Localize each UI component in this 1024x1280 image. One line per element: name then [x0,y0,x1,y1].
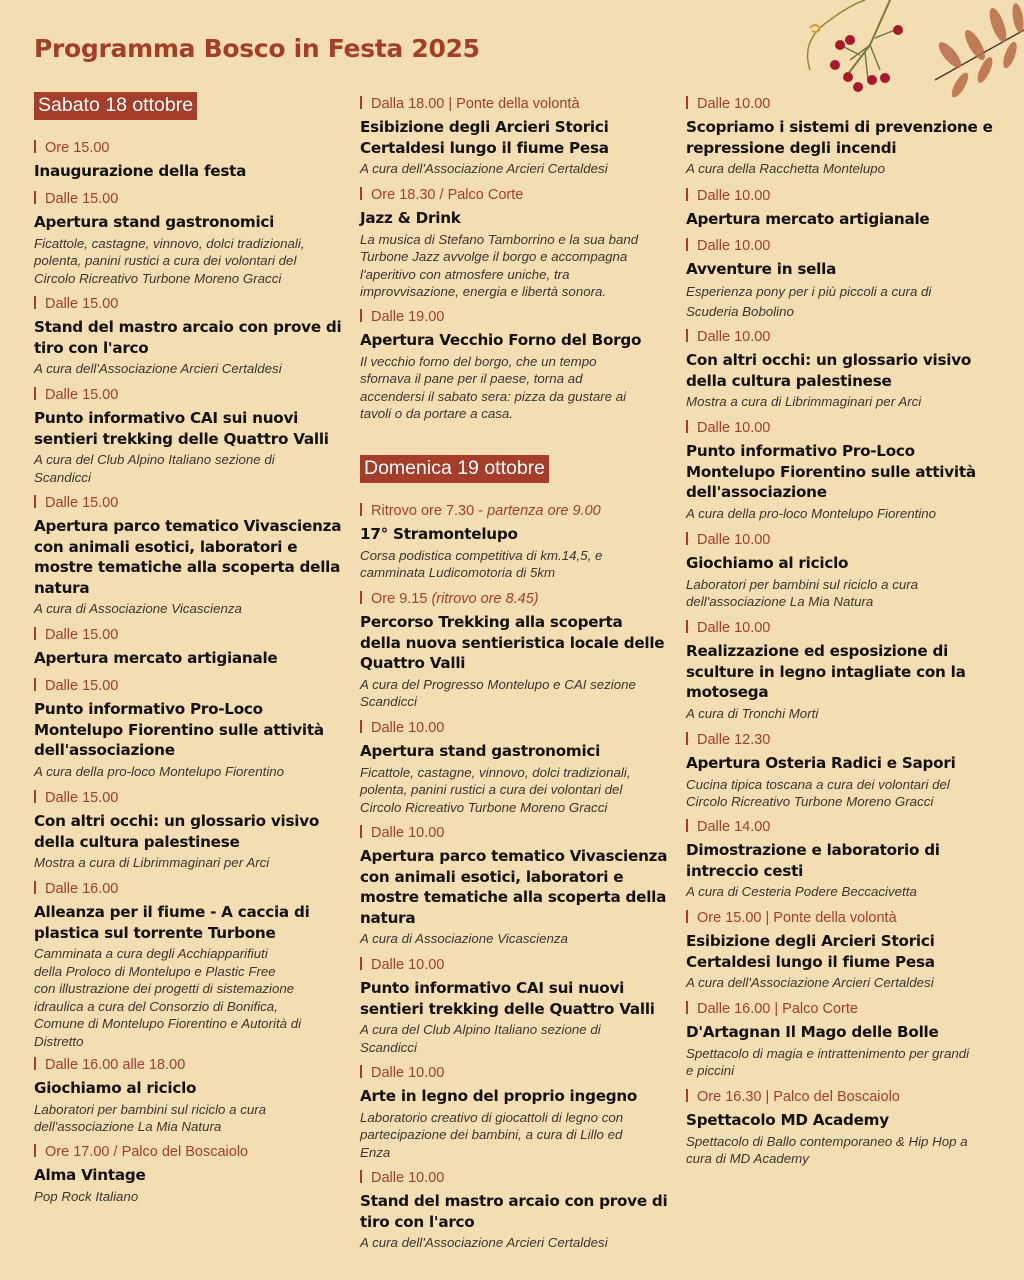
event-item [34,1056,344,1136]
event-time: Dalle 10.00 [360,719,670,737]
event-time: Dalle 10.00 [686,619,1006,637]
event-item [686,818,1006,901]
time-marker-icon [360,825,362,838]
event-time: Dalle 10.00 [686,95,1006,113]
event-description: A cura del Club Alpino Italiano sezione di Scandicci [34,452,275,485]
event-description: A cura di Associazione Vicascienza [360,931,568,946]
event-description: Mostra a cura di Librimmaginari per Arci [686,394,922,409]
time-marker-icon [686,329,688,342]
time-marker-icon [360,309,362,322]
time-marker-icon [34,387,36,400]
event-time: Dalle 16.00 alle 18.00 [34,1056,344,1074]
event-description: Laboratorio creativo di giocattoli di legno con partecipazione dei bambini, a cura di Lillo ed Enza [360,1109,624,1160]
time-marker-icon [686,188,688,201]
event-time: Dalle 15.00 [34,677,344,695]
time-marker-icon [686,819,688,832]
event-item [360,719,670,816]
event-time: Dalle 14.00 [686,818,1006,836]
event-item [686,95,1006,178]
event-item [34,139,344,182]
event-item [686,237,1006,322]
event-time: Dalle 15.00 [34,626,344,644]
event-description: A cura di Tronchi Morti [686,705,819,721]
event-description: A cura dell'Associazione Arcieri Certaldesi [360,161,608,176]
event-item [360,956,670,1056]
time-marker-icon [686,96,688,109]
berries-leaves-decoration-icon [790,0,1024,100]
event-description: Pop Rock Italiano [34,1188,139,1204]
event-description: Esperienza pony per i più piccoli a cura di Scuderia Bobolino [686,283,932,319]
event-time: Dalle 10.00 [686,328,1006,346]
event-item [34,626,344,669]
event-title: Percorso Trekking alla scoperta della nuova sentieristica locale delle Quattro Valli [360,613,665,672]
event-description: Mostra a cura di Librimmaginari per Arci [34,855,270,870]
event-description: Ficattole, castagne, vinnovo, dolci tradizionali, polenta, panini rustici a cura dei volontari del Circolo Ricreativo Turbone Moreno Gracci [360,764,631,815]
event-item [686,1088,1006,1168]
event-item [686,909,1006,992]
event-item [34,494,344,618]
event-item [686,731,1006,811]
event-title: Apertura Osteria Radici e Sapori [686,754,956,772]
event-item [686,1000,1006,1080]
event-time: Ritrovo ore 7.30 - partenza ore 9.00 [360,502,670,520]
event-item [686,619,1006,722]
time-marker-icon [34,1144,36,1157]
event-title: Apertura parco tematico Vivascienza con animali esotici, laboratori e mostre tematiche alla scoperta della natura [34,517,342,597]
time-marker-icon [34,296,36,309]
event-item [686,419,1006,522]
event-title: Jazz & Drink [360,209,461,227]
event-time: Dalle 10.00 [686,419,1006,437]
day-header-sunday: Domenica 19 ottobre [360,455,549,483]
event-item [34,386,344,486]
event-item [360,590,670,711]
event-time: Dalle 16.00 [34,880,344,898]
time-marker-icon [686,238,688,251]
event-time: Dalle 19.00 [360,308,670,326]
event-title: Con altri occhi: un glossario visivo della cultura palestinese [686,351,972,390]
event-item [686,531,1006,611]
event-title: Giochiamo al riciclo [34,1079,197,1097]
time-marker-icon [686,532,688,545]
event-description: Ficattole, castagne, vinnovo, dolci tradizionali, polenta, panini rustici a cura dei volontari del Circolo Ricreativo Turbone Moreno Gracci [34,235,305,286]
event-title: D'Artagnan Il Mago delle Bolle [686,1023,939,1041]
event-item [34,1143,344,1205]
event-time: Dalle 10.00 [360,1169,670,1187]
event-title: 17° Stramontelupo [360,525,518,543]
event-description: Cucina tipica toscana a cura dei volontari del Circolo Ricreativo Turbone Moreno Gracci [686,776,950,809]
time-marker-icon [686,732,688,745]
time-marker-icon [686,1001,688,1014]
event-title: Esibizione degli Arcieri Storici Certaldesi lungo il fiume Pesa [686,932,935,971]
event-item [34,789,344,872]
time-marker-icon [360,503,362,516]
time-marker-icon [34,678,36,691]
event-title: Apertura mercato artigianale [34,649,278,667]
event-time: Dalle 15.00 [34,190,344,208]
time-marker-icon [34,627,36,640]
time-marker-icon [34,1057,36,1070]
time-marker-icon [360,187,362,200]
day-header-saturday: Sabato 18 ottobre [34,92,197,120]
event-description: A cura di Associazione Vicascienza [34,601,242,616]
event-item [360,1169,670,1252]
page-title: Programma Bosco in Festa 2025 [34,34,480,63]
event-title: Punto informativo Pro-Loco Montelupo Fiorentino sulle attività dell'associazione [686,442,976,501]
event-title: Stand del mastro arcaio con prove di tiro con l'arco [360,1192,668,1231]
event-title: Realizzazione ed esposizione di sculture in legno intagliate con la motosega [686,642,966,701]
event-time: Dalle 10.00 [360,956,670,974]
time-marker-icon [686,910,688,923]
event-time: Ore 18.30 / Palco Corte [360,186,670,204]
event-item [686,187,1006,230]
event-title: Arte in legno del proprio ingegno [360,1087,638,1105]
event-time: Ore 16.30 | Palco del Boscaiolo [686,1088,1006,1106]
event-title: Alma Vintage [34,1166,146,1184]
time-marker-icon [34,191,36,204]
event-description: A cura dell'Associazione Arcieri Certaldesi [360,1235,608,1250]
event-time: Dalle 10.00 [360,824,670,842]
event-title: Inaugurazione della festa [34,162,247,180]
event-title: Alleanza per il fiume - A caccia di plastica sul torrente Turbone [34,903,310,942]
event-description: A cura dell'Associazione Arcieri Certaldesi [34,361,282,376]
event-time: Dalle 10.00 [360,1064,670,1082]
time-marker-icon [34,140,36,153]
time-marker-icon [34,790,36,803]
event-description: A cura della pro-loco Montelupo Fiorentino [34,763,285,779]
event-item [360,1064,670,1161]
event-item [34,190,344,287]
time-marker-icon [360,720,362,733]
event-title: Esibizione degli Arcieri Storici Certaldesi lungo il fiume Pesa [360,118,609,157]
event-time: Dalle 15.00 [34,295,344,313]
event-item [360,502,670,582]
event-description: A cura del Progresso Montelupo e CAI sezione Scandicci [360,676,636,709]
event-item [34,880,344,1050]
event-title: Punto informativo Pro-Loco Montelupo Fiorentino sulle attività dell'associazione [34,700,324,759]
event-time: Ore 9.15 (ritrovo ore 8.45) [360,590,670,608]
time-marker-icon [360,1065,362,1078]
event-description: A cura di Cesteria Podere Beccacivetta [686,884,917,899]
event-time: Ore 17.00 / Palco del Boscaiolo [34,1143,344,1161]
event-description: Spettacolo di magia e intrattenimento per grandi e piccini [686,1045,970,1078]
event-title: Punto informativo CAI sui nuovi sentieri trekking delle Quattro Valli [360,979,655,1018]
event-title: Dimostrazione e laboratorio di intreccio cesti [686,841,940,880]
event-title: Con altri occhi: un glossario visivo della cultura palestinese [34,812,320,851]
event-item [686,328,1006,411]
event-title: Apertura stand gastronomici [34,213,275,231]
time-marker-icon [34,881,36,894]
time-marker-icon [34,495,36,508]
event-title: Scopriamo i sistemi di prevenzione e repressione degli incendi [686,118,993,157]
event-item [34,295,344,378]
event-description: Corsa podistica competitiva di km.14,5, e camminata Ludicomotoria di 5km [360,547,603,580]
event-description: A cura della Racchetta Montelupo [686,161,886,176]
event-description: Il vecchio forno del borgo, che un tempo sfornava il pane per il paese, torna ad accendersi il sabato sera: pizza da gustare ai tavoli o da portare a casa. [360,353,627,421]
event-time: Dalle 16.00 | Palco Corte [686,1000,1006,1018]
time-marker-icon [686,1089,688,1102]
time-marker-icon [360,957,362,970]
time-marker-icon [686,620,688,633]
event-description: Laboratori per bambini sul riciclo a cura dell'associazione La Mia Natura [34,1101,267,1134]
event-description: La musica di Stefano Tamborrino e la sua band Turbone Jazz avvolge il borgo e accompagna l'aperitivo con atmosfere uniche, tra improvvisazione, energia e libertà sonora. [360,231,639,299]
event-time: Dalle 10.00 [686,187,1006,205]
event-time: Dalle 10.00 [686,237,1006,255]
event-time: Ore 15.00 [34,139,344,157]
event-item [360,308,670,423]
event-title: Apertura parco tematico Vivascienza con animali esotici, laboratori e mostre tematiche alla scoperta della natura [360,847,668,927]
event-title: Apertura mercato artigianale [686,210,930,228]
time-marker-icon [360,96,362,109]
event-description: Spettacolo di Ballo contemporaneo & Hip Hop a cura di MD Academy [686,1133,968,1166]
event-time: Ore 15.00 | Ponte della volontà [686,909,1006,927]
event-description: A cura dell'Associazione Arcieri Certaldesi [686,975,934,990]
event-title: Spettacolo MD Academy [686,1111,889,1129]
event-time: Dalle 15.00 [34,494,344,512]
event-title: Stand del mastro arcaio con prove di tiro con l'arco [34,318,342,357]
event-title: Apertura stand gastronomici [360,742,601,760]
time-marker-icon [360,591,362,604]
event-item [360,95,670,178]
event-description: Camminata a cura degli Acchiapparifiuti della Proloco di Montelupo e Plastic Free con illustrazione dei progetti di sistemazione idraulica a cura del Consorzio di Bonifica, Comune di Montelupo Fiorentino e Autorità di Distretto [34,946,302,1049]
event-time: Dalla 18.00 | Ponte della volontà [360,95,670,113]
event-item [360,186,670,301]
time-marker-icon [360,1170,362,1183]
time-marker-icon [686,420,688,433]
event-time: Dalle 10.00 [686,531,1006,549]
event-time: Dalle 15.00 [34,789,344,807]
event-title: Punto informativo CAI sui nuovi sentieri trekking delle Quattro Valli [34,409,329,448]
event-title: Apertura Vecchio Forno del Borgo [360,331,642,349]
event-time: Dalle 15.00 [34,386,344,404]
event-title: Avventure in sella [686,260,837,278]
event-item [360,824,670,948]
event-description: A cura della pro-loco Montelupo Fiorentino [686,505,937,521]
event-description: A cura del Club Alpino Italiano sezione di Scandicci [360,1022,601,1055]
event-time: Dalle 12.30 [686,731,1006,749]
event-description: Laboratori per bambini sul riciclo a cura dell'associazione La Mia Natura [686,576,919,609]
event-item [34,677,344,780]
event-title: Giochiamo al riciclo [686,554,849,572]
